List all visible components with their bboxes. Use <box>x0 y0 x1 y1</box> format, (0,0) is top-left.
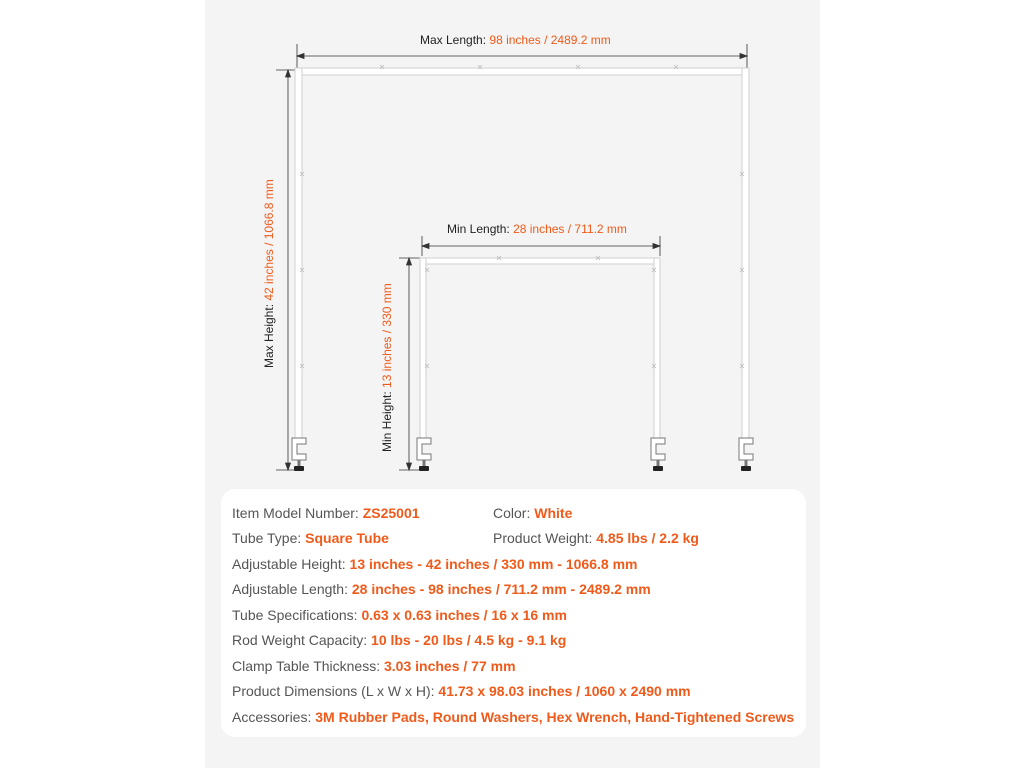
spec-model-label: Item Model Number: <box>232 505 359 521</box>
spec-weight-label: Product Weight: <box>493 530 593 546</box>
max-length-label <box>420 33 611 47</box>
spec-accessories-label: Accessories: <box>232 709 312 725</box>
spec-model-value: ZS25001 <box>362 505 420 521</box>
spec-adjustable-height-value: 13 inches - 42 inches / 330 mm - 1066.8 mm <box>349 556 638 572</box>
spec-rod-capacity-value: 10 lbs - 20 lbs / 4.5 kg - 9.1 kg <box>371 632 567 648</box>
spec-adjustable-length-label: Adjustable Length: <box>232 581 348 597</box>
spec-model <box>232 505 420 521</box>
spec-adjustable-height-label: Adjustable Height: <box>232 556 346 572</box>
max-length-value: 98 inches / 2489.2 mm <box>489 33 611 47</box>
spec-dimensions <box>232 683 691 699</box>
min-frame-left-clamp <box>417 438 431 471</box>
min-length-value: 28 inches / 711.2 mm <box>513 222 627 236</box>
spec-tube-specifications <box>232 607 567 623</box>
spec-color <box>493 505 572 521</box>
spec-rod-capacity-label: Rod Weight Capacity: <box>232 632 368 648</box>
spec-rod-capacity <box>232 632 566 648</box>
max-height-value: 42 inches / 1066.8 mm <box>262 179 276 301</box>
spec-tube-specifications-value: 0.63 x 0.63 inches / 16 x 16 mm <box>361 607 567 623</box>
spec-accessories-value: 3M Rubber Pads, Round Washers, Hex Wrench, Hand-Tightened Screws <box>315 709 795 725</box>
spec-clamp-thickness-label: Clamp Table Thickness: <box>232 658 381 674</box>
max-frame <box>292 65 753 471</box>
spec-color-label: Color: <box>493 505 531 521</box>
spec-tube-type <box>232 530 389 546</box>
min-frame-right-clamp <box>651 438 665 471</box>
spec-adjustable-length-value: 28 inches - 98 inches / 711.2 mm - 2489.2 mm <box>351 581 651 597</box>
min-length-label <box>447 222 627 236</box>
spec-accessories <box>232 709 794 725</box>
max-height-label <box>262 179 276 368</box>
max-frame-left-clamp <box>292 438 306 471</box>
max-height-label-text: Max Height: <box>262 303 276 368</box>
spec-tube-type-value: Square Tube <box>305 530 389 546</box>
spec-tube-type-label: Tube Type: <box>232 530 302 546</box>
spec-adjustable-height <box>232 556 637 572</box>
min-height-label <box>380 283 394 452</box>
min-frame <box>417 256 665 471</box>
spec-clamp-thickness-value: 3.03 inches / 77 mm <box>384 658 516 674</box>
max-length-dimension-line <box>297 44 747 68</box>
min-height-value: 13 inches / 330 mm <box>380 283 394 388</box>
spec-weight-value: 4.85 lbs / 2.2 kg <box>596 530 699 546</box>
spec-tube-specifications-label: Tube Specifications: <box>232 607 358 623</box>
spec-clamp-thickness <box>232 658 516 674</box>
min-height-label-text: Min Height: <box>380 391 394 452</box>
spec-adjustable-length <box>232 581 651 597</box>
min-length-label-text: Min Length: <box>447 222 510 236</box>
spec-color-value: White <box>534 505 573 521</box>
spec-dimensions-value: 41.73 x 98.03 inches / 1060 x 2490 mm <box>438 683 691 699</box>
max-length-label-text: Max Length: <box>420 33 487 47</box>
min-length-dimension-line <box>422 236 660 256</box>
max-frame-right-clamp <box>739 438 753 471</box>
spec-weight <box>493 530 699 546</box>
spec-dimensions-label: Product Dimensions (L x W x H): <box>232 683 435 699</box>
